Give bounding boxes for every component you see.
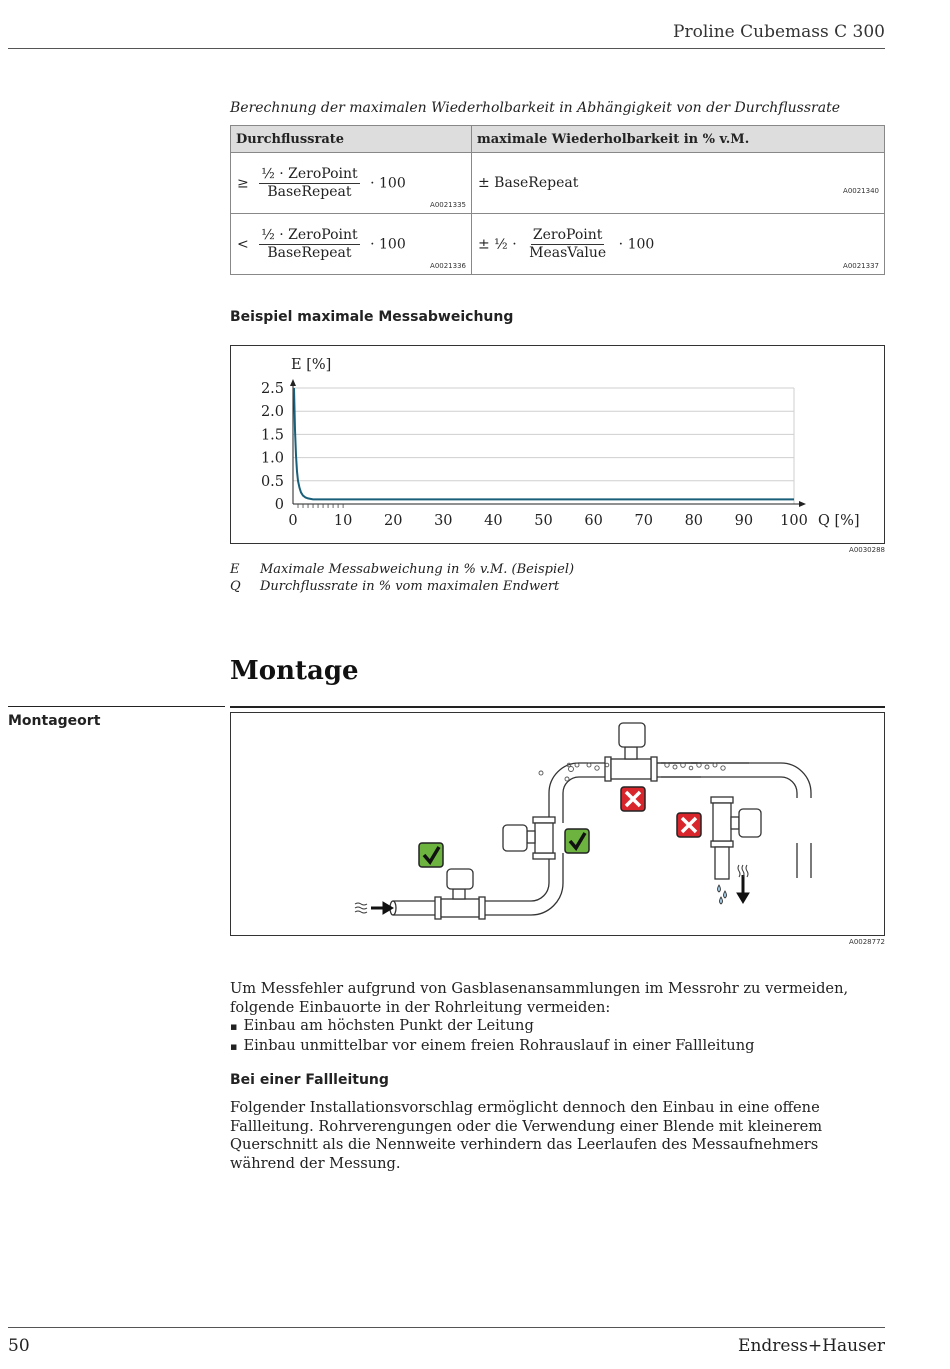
installation-figure xyxy=(230,712,885,936)
numerator: ½ · ZeroPoint xyxy=(261,165,358,182)
cross-mark-icon xyxy=(677,813,701,837)
intro-text: Um Messfehler aufgrund von Gasblasenansammlungen im Messrohr zu vermeiden, folgende Einbauorte in der Rohrleitung vermeiden: xyxy=(230,980,849,1016)
chart-code: A0030288 xyxy=(849,546,885,554)
fraction xyxy=(527,227,608,262)
multiplier: · 100 xyxy=(618,236,655,252)
check-mark-icon xyxy=(565,829,589,853)
x-axis-arrow xyxy=(799,501,806,507)
sub-heading: Bei einer Fallleitung xyxy=(230,1072,389,1088)
list-item: ▪ Einbau unmittelbar vor einem freien Rohrauslauf in einer Fallleitung xyxy=(230,1037,885,1057)
denominator: BaseRepeat xyxy=(267,244,352,261)
x-tick-label: 30 xyxy=(434,513,453,529)
side-label: Montageort xyxy=(8,713,101,729)
x-tick-label: 100 xyxy=(780,513,808,529)
footer-rule xyxy=(8,1327,885,1328)
series-line xyxy=(294,388,794,499)
multiplier: · 100 xyxy=(370,175,406,191)
bullet-list xyxy=(230,1017,885,1056)
x-axis-label: Q [%] xyxy=(818,513,860,529)
result-prefix: ± ½ · xyxy=(478,236,517,252)
x-tick-label: 70 xyxy=(634,513,653,529)
y-tick-label: 1.5 xyxy=(260,427,284,444)
section-title: Montage xyxy=(230,656,359,686)
pipe-diagram xyxy=(231,713,884,935)
header-rule xyxy=(8,48,885,49)
column-header-repeatability: maximale Wiederholbarkeit in % v.M. xyxy=(472,126,885,153)
fraction xyxy=(259,227,359,262)
multiplier: · 100 xyxy=(370,236,406,252)
table-row xyxy=(231,214,885,275)
numerator: ZeroPoint xyxy=(532,226,603,243)
column-header-flow: Durchflussrate xyxy=(231,126,472,153)
x-tick-label: 40 xyxy=(484,513,503,529)
y-tick-label: 1.0 xyxy=(260,450,284,467)
x-tick-label: 0 xyxy=(288,513,298,529)
y-tick-label: 2.5 xyxy=(260,381,284,397)
y-axis-arrow xyxy=(290,379,296,386)
legend-row-q xyxy=(230,579,559,594)
formula-code: A0021335 xyxy=(430,201,466,209)
y-axis-label: E [%] xyxy=(291,357,332,373)
x-tick-label: 80 xyxy=(684,513,704,529)
legend-key: Q xyxy=(230,579,241,594)
result-cell xyxy=(472,214,885,275)
result-cell xyxy=(472,153,885,214)
result-formula: ± BaseRepeat xyxy=(478,175,579,191)
denominator: BaseRepeat xyxy=(267,183,352,200)
list-item: ▪ Einbau am höchsten Punkt der Leitung xyxy=(230,1017,885,1037)
operator: ≥ xyxy=(237,175,249,191)
y-tick-label: 2.0 xyxy=(260,404,284,421)
legend-text: Maximale Messabweichung in % v.M. (Beispiel) xyxy=(260,562,575,577)
formula-cell xyxy=(231,214,472,275)
x-tick-label: 10 xyxy=(333,513,353,529)
legend-row-e xyxy=(230,562,574,577)
error-chart xyxy=(231,346,884,543)
table-caption: Berechnung der maximalen Wiederholbarkeit in Abhängigkeit von der Durchflussrate xyxy=(230,100,840,116)
page-number: 50 xyxy=(8,1336,30,1356)
y-tick-label: 0.5 xyxy=(260,473,284,490)
check-mark-icon xyxy=(419,843,443,867)
figure-code: A0028772 xyxy=(849,938,885,946)
formula-code: A0021336 xyxy=(430,262,466,270)
denominator: MeasValue xyxy=(529,244,607,261)
y-tick-label: 0 xyxy=(274,497,284,513)
body-paragraph: Folgender Installationsvorschlag ermöglicht dennoch den Einbau in eine offene Fallleitung. Rohrverengungen oder die Verwendung einer Blende mit kleinerem Querschnitt als die Nennweite verhindern das Leerlaufen des Messaufnehmers während der Messung. xyxy=(230,1099,823,1172)
table-row xyxy=(231,153,885,214)
side-rule xyxy=(8,706,225,707)
operator: < xyxy=(237,236,249,252)
brand-name: Endress+Hauser xyxy=(738,1336,885,1356)
legend-key: E xyxy=(230,562,240,577)
legend-text: Durchflussrate in % vom maximalen Endwert xyxy=(260,579,560,594)
section-rule xyxy=(230,706,885,708)
repeatability-table xyxy=(230,125,885,275)
x-tick-label: 50 xyxy=(534,513,553,529)
x-tick-label: 90 xyxy=(734,513,754,529)
x-tick-label: 60 xyxy=(584,513,603,529)
x-tick-label: 20 xyxy=(383,513,403,529)
body-intro xyxy=(230,980,885,1056)
numerator: ½ · ZeroPoint xyxy=(261,226,358,243)
chart-frame xyxy=(230,345,885,544)
cross-mark-icon xyxy=(621,787,645,811)
fraction xyxy=(259,166,359,201)
formula-code: A0021340 xyxy=(843,187,879,195)
document-title: Proline Cubemass C 300 xyxy=(673,22,885,42)
example-heading: Beispiel maximale Messabweichung xyxy=(230,309,514,325)
formula-cell xyxy=(231,153,472,214)
formula-code: A0021337 xyxy=(843,262,879,270)
